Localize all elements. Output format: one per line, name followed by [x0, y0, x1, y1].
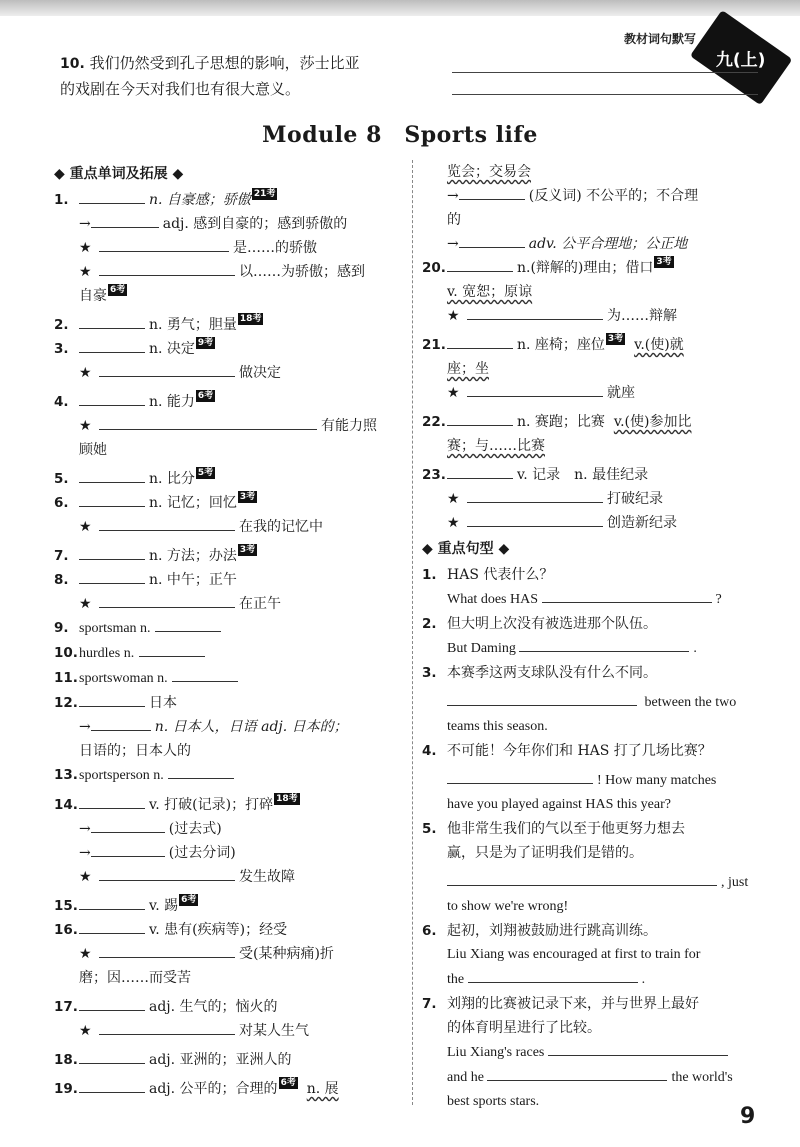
answer-blank[interactable]: [467, 304, 603, 320]
item-text: n. 座椅；座位: [517, 337, 605, 353]
item-text: and he: [447, 1070, 484, 1085]
module-title: Module 8 Sports life: [262, 122, 538, 148]
exam-count-badge: 3考: [656, 257, 672, 267]
item-number: 1.: [422, 567, 437, 583]
star-icon: ★: [79, 1023, 92, 1039]
answer-blank[interactable]: [542, 587, 712, 603]
answer-blank[interactable]: [447, 768, 593, 784]
answer-blank[interactable]: [79, 691, 145, 707]
star-icon: ★: [79, 240, 92, 256]
item-number: 15.: [54, 898, 78, 914]
answer-blank[interactable]: [467, 487, 603, 503]
arrow: →: [447, 236, 459, 252]
answer-blank[interactable]: [91, 817, 165, 833]
item-number: 6.: [54, 495, 69, 511]
section-heading: ◆ 重点单词及拓展 ◆: [54, 166, 184, 182]
item-text: (过去分词): [168, 845, 236, 861]
arrow: →: [79, 821, 91, 837]
item-text: 不可能！今年你们和 HAS 打了几场比赛？: [447, 743, 712, 759]
item-number: 4.: [422, 743, 437, 759]
item-number: 13.: [54, 767, 78, 783]
star-icon: ★: [79, 365, 92, 381]
item-text: n. 赛跑；比赛: [517, 414, 605, 430]
item-text: 本赛季这两支球队没有什么不同。: [447, 665, 657, 681]
item-number: 11.: [54, 670, 78, 686]
answer-blank[interactable]: [468, 967, 638, 983]
answer-blank[interactable]: [99, 865, 235, 881]
answer-blank[interactable]: [487, 1065, 667, 1081]
item-text: 打破纪录: [607, 491, 663, 507]
answer-blank[interactable]: [79, 1048, 145, 1064]
star-icon: ★: [79, 946, 92, 962]
answer-blank[interactable]: [91, 715, 151, 731]
item-text: 的戏剧在今天对我们也有很大意义。: [60, 80, 301, 98]
star-icon: ★: [79, 519, 92, 535]
previous-item: [60, 51, 405, 102]
item-text: n. 能力: [149, 394, 195, 410]
item-text: adv. 公平合理地；公正地: [528, 236, 688, 252]
exam-count-badge: 6考: [280, 1078, 296, 1088]
item-text: n. 中午；正午: [149, 572, 237, 588]
answer-blank[interactable]: [139, 641, 205, 657]
item-number: 4.: [54, 394, 69, 410]
item-text: ?: [715, 592, 722, 607]
header-label: 教材词句默写: [624, 32, 697, 46]
item-text: adj. 亚洲的；亚洲人的: [149, 1052, 292, 1068]
exam-count-badge: 18考: [276, 794, 298, 804]
answer-blank[interactable]: [467, 511, 603, 527]
answer-blank[interactable]: [99, 515, 235, 531]
item-text: n. 记忆；回忆: [149, 495, 237, 511]
item-text: 有能力照: [321, 418, 377, 434]
item-text: have you played against HAS this year?: [447, 797, 671, 812]
answer-blank[interactable]: [467, 381, 603, 397]
star-icon: ★: [447, 515, 460, 531]
item-number: 19.: [54, 1081, 78, 1097]
grade-badge: [690, 10, 793, 105]
answer-blank[interactable]: [79, 544, 145, 560]
item-text: , just: [721, 875, 749, 890]
item-number: 18.: [54, 1052, 78, 1068]
arrow: →: [447, 188, 459, 204]
answer-blank[interactable]: [548, 1040, 728, 1056]
answer-blank[interactable]: [447, 410, 513, 426]
answer-blank[interactable]: [79, 894, 145, 910]
answer-blank[interactable]: [447, 690, 637, 706]
item-number: 21.: [422, 337, 446, 353]
item-text: hurdles n.: [79, 646, 135, 661]
item-number: 23.: [422, 467, 446, 483]
answer-blank[interactable]: [447, 256, 513, 272]
item-text: 但大明上次没有被选进那个队伍。: [447, 616, 657, 632]
item-text: 在我的记忆中: [239, 519, 323, 535]
answer-blank[interactable]: [91, 212, 159, 228]
answer-blank[interactable]: [79, 337, 145, 353]
exam-count-badge: 3考: [239, 492, 256, 502]
exam-count-badge: 9考: [197, 338, 214, 348]
item-text: 就座: [607, 385, 635, 401]
arrow: →: [79, 719, 91, 735]
item-text: sportsperson n.: [79, 768, 164, 783]
item-number: 8.: [54, 572, 69, 588]
item-text: n. 日本人，日语 adj. 日本的；: [154, 719, 348, 735]
item-text: 赛；与……比赛: [447, 438, 545, 454]
item-text: 的: [447, 212, 461, 228]
item-text: (过去式): [168, 821, 222, 837]
item-text: 座；坐: [447, 361, 489, 377]
item-text: n. 展: [306, 1081, 339, 1097]
item-text: (反义词) 不公平的；不合理: [528, 188, 699, 204]
item-number: 14.: [54, 797, 78, 813]
star-icon: ★: [447, 385, 460, 401]
item-text: adj. 感到自豪的；感到骄傲的: [162, 216, 348, 232]
item-number: 3.: [422, 665, 437, 681]
answer-blank[interactable]: [99, 361, 235, 377]
column-divider: [412, 160, 413, 1105]
item-number: 17.: [54, 999, 78, 1015]
item-number: 5.: [54, 471, 69, 487]
item-text: 览会；交易会: [447, 164, 531, 180]
answer-blank[interactable]: [172, 666, 238, 682]
answer-blank[interactable]: [459, 184, 525, 200]
item-text: 日本: [149, 695, 177, 711]
item-number: 5.: [422, 821, 437, 837]
item-number: 1.: [54, 192, 69, 208]
answer-blank[interactable]: [79, 491, 145, 507]
answer-blank[interactable]: [91, 841, 165, 857]
item-text: 刘翔的比赛被记录下来，并与世界上最好: [447, 996, 699, 1012]
answer-blank[interactable]: [79, 188, 145, 204]
item-text: 受(某种病痛)折: [239, 946, 334, 962]
item-text: the world's: [671, 1070, 733, 1085]
answer-blank[interactable]: [519, 636, 689, 652]
item-text: to show we're wrong!: [447, 899, 569, 914]
item-number: 2.: [422, 616, 437, 632]
answer-blank[interactable]: [447, 333, 513, 349]
item-number: 7.: [422, 996, 437, 1012]
exam-count-badge: 5考: [197, 468, 214, 478]
item-number: 3.: [54, 341, 69, 357]
answer-blank[interactable]: [168, 763, 234, 779]
item-text: n. 决定: [149, 341, 195, 357]
answer-blank[interactable]: [79, 1077, 145, 1093]
exam-count-badge: 3考: [607, 334, 624, 344]
answer-blank[interactable]: [99, 942, 235, 958]
right-column: [422, 160, 767, 1114]
item-number: 16.: [54, 922, 78, 938]
item-text: 他非常生我们的气以至于他更努力想去: [447, 821, 685, 837]
item-text: 是……的骄傲: [233, 240, 317, 256]
item-number: 7.: [54, 548, 69, 564]
item-number: 22.: [422, 414, 446, 430]
item-number: 20.: [422, 260, 446, 276]
answer-blank[interactable]: [99, 592, 235, 608]
item-text: n. 自豪感；骄傲: [149, 192, 251, 208]
star-icon: ★: [79, 264, 92, 280]
item-number: 12.: [54, 695, 78, 711]
answer-blank[interactable]: [79, 568, 145, 584]
top-scan-bar: [0, 0, 800, 16]
item-text: v. 患有(疾病等)；经受: [149, 922, 288, 938]
item-text: 赢，只是为了证明我们是错的。: [447, 845, 643, 861]
answer-blank[interactable]: [99, 1019, 235, 1035]
item-text: v. 打破(记录)；打碎: [149, 797, 274, 813]
answer-blank[interactable]: [79, 313, 145, 329]
item-text: .: [693, 641, 697, 656]
exam-count-badge: 6考: [181, 895, 197, 905]
exam-count-badge: 6考: [110, 285, 126, 295]
star-icon: ★: [447, 308, 460, 324]
item-number: 6.: [422, 923, 437, 939]
item-text: 做决定: [239, 365, 281, 381]
item-text: n. 比分: [149, 471, 195, 487]
item-text: But Daming: [447, 641, 516, 656]
item-text: What does HAS: [447, 592, 538, 607]
left-column: [54, 160, 404, 1101]
arrow: →: [79, 845, 91, 861]
answer-blank[interactable]: [79, 793, 145, 809]
star-icon: ★: [79, 418, 92, 434]
item-number: 9.: [54, 620, 69, 636]
item-text: .: [641, 972, 646, 987]
answer-blank[interactable]: [79, 390, 145, 406]
item-number: 2.: [54, 317, 69, 333]
item-text: HAS 代表什么？: [447, 567, 554, 583]
item-text: v.(使)就: [634, 337, 684, 353]
answer-blank[interactable]: [79, 918, 145, 934]
item-text: 自豪: [79, 288, 107, 304]
item-text: v. 踢: [149, 898, 179, 914]
exam-count-badge: 3考: [239, 545, 256, 555]
section-heading: ◆ 重点句型 ◆: [422, 541, 510, 557]
answer-blank[interactable]: [99, 236, 229, 252]
item-text: 起初，刘翔被鼓励进行跳高训练。: [447, 923, 657, 939]
item-text: v.(使)参加比: [613, 414, 692, 430]
item-text: n. 勇气；胆量: [149, 317, 237, 333]
answer-blank[interactable]: [99, 260, 235, 276]
grade-badge-text: 九(上): [716, 50, 766, 71]
item-text: v. 宽恕；原谅: [447, 284, 533, 300]
answer-line[interactable]: [452, 72, 758, 73]
item-text: 发生故障: [239, 869, 295, 885]
answer-blank[interactable]: [459, 232, 525, 248]
item-text: ! How many matches: [597, 773, 717, 788]
item-text: n. 方法；办法: [149, 548, 237, 564]
answer-blank[interactable]: [155, 616, 221, 632]
item-text: best sports stars.: [447, 1094, 540, 1109]
item-text: Liu Xiang was encouraged at first to train for: [447, 947, 701, 962]
item-text: 日语的；日本人的: [79, 743, 191, 759]
item-text: n.(辩解的)理由；借口: [517, 260, 654, 276]
item-text: 为……辩解: [607, 308, 677, 324]
item-text: 的体育明星进行了比较。: [447, 1020, 601, 1036]
answer-blank[interactable]: [79, 995, 145, 1011]
item-text: sportswoman n.: [79, 671, 168, 686]
star-icon: ★: [79, 869, 92, 885]
answer-blank[interactable]: [447, 870, 717, 886]
exam-count-badge: 21考: [253, 189, 276, 199]
item-text: v. 记录 n. 最佳纪录: [517, 467, 649, 483]
answer-blank[interactable]: [99, 414, 317, 430]
answer-blank[interactable]: [79, 467, 145, 483]
item-text: teams this season.: [447, 719, 548, 734]
item-text: adj. 公平的；合理的: [149, 1081, 278, 1097]
item-text: 以……为骄傲；感到: [239, 264, 365, 280]
item-text: Liu Xiang's races: [447, 1045, 545, 1060]
arrow: →: [79, 216, 91, 232]
item-text: between the two: [644, 695, 737, 710]
star-icon: ★: [79, 596, 92, 612]
item-text: 在正午: [239, 596, 281, 612]
star-icon: ★: [447, 491, 460, 507]
item-text: 对某人生气: [239, 1023, 309, 1039]
exam-count-badge: 6考: [197, 391, 214, 401]
item-text: 我们仍然受到孔子思想的影响，莎士比亚: [89, 54, 360, 72]
item-number: 10.: [54, 645, 78, 661]
exam-count-badge: 18考: [239, 314, 262, 324]
page-number: 9: [740, 1104, 756, 1129]
answer-blank[interactable]: [447, 463, 513, 479]
answer-line[interactable]: [452, 94, 758, 95]
item-text: adj. 生气的；恼火的: [149, 999, 278, 1015]
item-text: 磨；因……而受苦: [79, 970, 191, 986]
item-text: 顾她: [79, 442, 107, 458]
item-text: sportsman n.: [79, 621, 151, 636]
item-text: the: [447, 972, 465, 987]
item-text: 创造新纪录: [607, 515, 677, 531]
item-number: 10.: [60, 56, 85, 72]
